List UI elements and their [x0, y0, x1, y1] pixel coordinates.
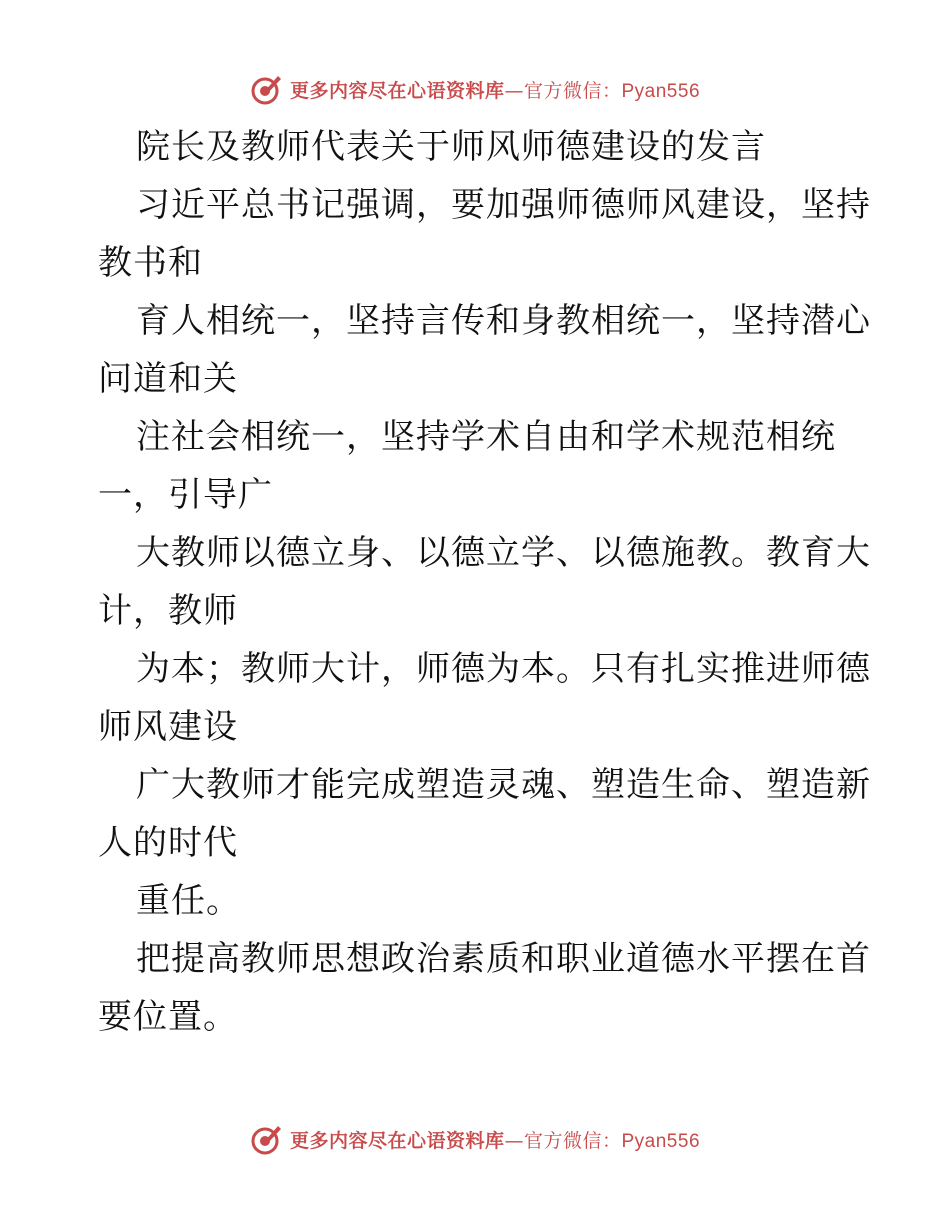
watermark-dash: —: [504, 79, 524, 102]
paragraph-line: 人的时代: [98, 823, 238, 863]
document-title: 院长及教师代表关于师风师德建设的发言: [136, 127, 766, 167]
watermark-official-label: 官方微信：: [523, 1129, 622, 1152]
watermark-wechat-id: Pyan556: [621, 80, 701, 102]
paragraph-line: 重任。: [136, 881, 241, 921]
watermark-brand: 更多内容尽在心语资料库: [289, 1129, 505, 1152]
header-watermark: [0, 72, 950, 106]
paragraph-line: 一，引导广: [98, 475, 273, 515]
paragraph-line: 把提高教师思想政治素质和职业道德水平摆在首: [136, 939, 871, 979]
watermark-text: [290, 1126, 700, 1153]
paragraph-line: 问道和关: [98, 359, 238, 399]
watermark-text: [290, 76, 700, 103]
paragraph-line: 计，教师: [98, 591, 238, 631]
document-body: [98, 118, 871, 1046]
watermark-official-label: 官方微信：: [523, 79, 622, 102]
paragraph-line: 教书和: [98, 243, 203, 283]
paragraph-line: 广大教师才能完成塑造灵魂、塑造生命、塑造新: [136, 765, 871, 805]
paragraph-line: 育人相统一，坚持言传和身教相统一，坚持潜心: [136, 301, 871, 341]
paragraph-line: 为本；教师大计，师德为本。只有扎实推进师德: [136, 649, 871, 689]
pen-nib-circle-icon: [250, 72, 284, 106]
paragraph-line: 大教师以德立身、以德立学、以德施教。教育大: [136, 533, 871, 573]
paragraph-line: 要位置。: [98, 997, 238, 1037]
paragraph-line: 注社会相统一，坚持学术自由和学术规范相统: [136, 417, 836, 457]
paragraph-line: 习近平总书记强调，要加强师德师风建设，坚持: [136, 185, 871, 225]
watermark-dash: —: [504, 1129, 524, 1152]
pen-nib-circle-icon: [250, 1122, 284, 1156]
paragraph-line: 师风建设: [98, 707, 238, 747]
watermark-wechat-id: Pyan556: [621, 1130, 701, 1152]
watermark-brand: 更多内容尽在心语资料库: [289, 79, 505, 102]
footer-watermark: [0, 1122, 950, 1156]
